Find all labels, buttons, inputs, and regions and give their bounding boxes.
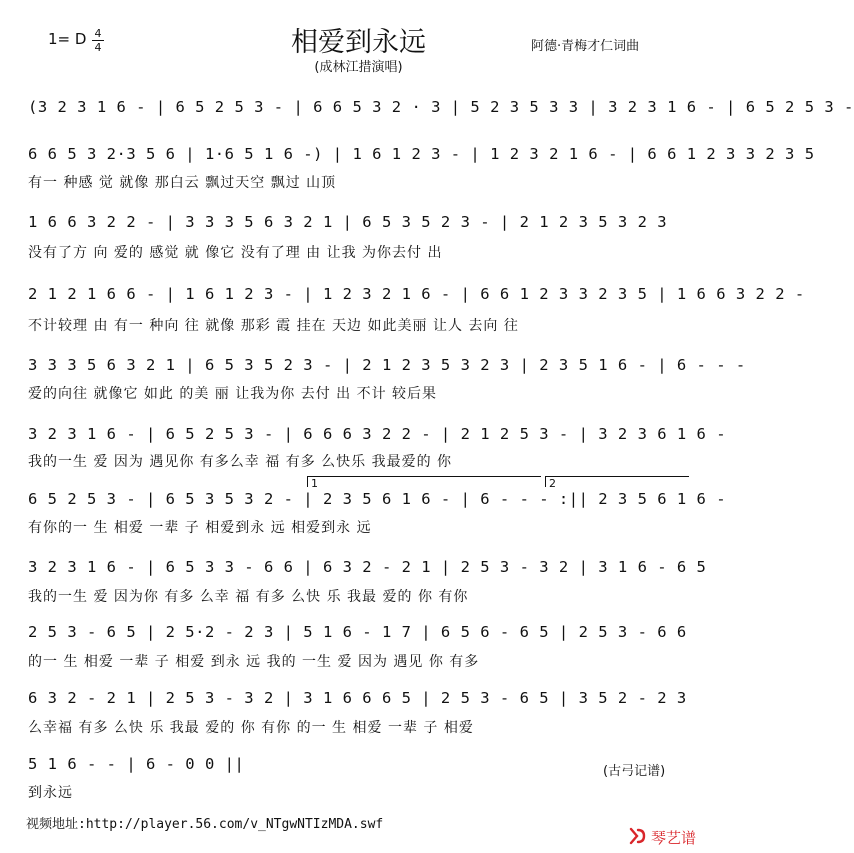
lyrics-row: 的一 生 相爱 一辈 子 相爱 到永 远 我的 一生 爱 因为 遇见 你 有多 xyxy=(28,654,480,670)
performer-subtitle: (成林江措演唱) xyxy=(314,60,403,75)
notation-row: 6 6 5 3 2·3 5 6 | 1·6 5 1 6 -) | 1 6 1 2 3 - | 1 2 3 2 1 6 - | 6 6 1 2 3 3 2 3 5 xyxy=(28,145,815,163)
video-label: 视频地址: xyxy=(26,817,86,832)
notation-row: 1 6 6 3 2 2 - | 3 3 3 5 6 3 2 1 | 6 5 3 5 2 3 - | 2 1 2 3 5 3 2 3 xyxy=(28,213,668,231)
lyrics-row: 我的一生 爱 因为你 有多 么幸 福 有多 么快 乐 我最 爱的 你 有你 xyxy=(28,589,469,605)
notation-row: 3 2 3 1 6 - | 6 5 2 5 3 - | 6 6 6 3 2 2 - | 2 1 2 5 3 - | 3 2 3 6 1 6 - xyxy=(28,425,727,443)
notation-row: 5 1 6 - - | 6 - 0 0 || xyxy=(28,755,245,773)
lyrics-row: 到永远 xyxy=(28,785,73,801)
song-title: 相爱到永远 xyxy=(291,27,426,58)
lyrics-row: 有你的一 生 相爱 一辈 子 相爱到永 远 相爱到永 远 xyxy=(28,520,372,536)
video-url[interactable]: http://player.56.com/v_NTgwNTIzMDA.swf xyxy=(85,817,384,832)
copyist-credit: (古弓记谱) xyxy=(603,764,666,779)
lyrics-row: 有一 种感 觉 就像 那白云 飘过天空 飘过 山顶 xyxy=(28,175,337,191)
notation-row: 2 5 3 - 6 5 | 2 5·2 - 2 3 | 5 1 6 - 1 7 | 6 5 6 - 6 5 | 2 5 3 - 6 6 xyxy=(28,623,687,641)
time-signature-top: 4 xyxy=(94,27,102,40)
video-link[interactable] xyxy=(26,813,383,832)
lyrics-row: 爱的向往 就像它 如此 的美 丽 让我为你 去付 出 不计 较后果 xyxy=(28,386,438,402)
first-ending-label: 1 xyxy=(311,477,318,490)
composer-credits: 阿德·青梅才仁词曲 xyxy=(531,39,640,54)
lyrics-row: 我的一生 爱 因为 遇见你 有多么幸 福 有多 么快乐 我最爱的 你 xyxy=(28,454,453,470)
lyrics-row: 没有了方 向 爱的 感觉 就 像它 没有了理 由 让我 为你去付 出 xyxy=(28,245,443,261)
notation-row: 2 1 2 1 6 6 - | 1 6 1 2 3 - | 1 2 3 2 1 6 - | 6 6 1 2 3 3 2 3 5 | 1 6 6 3 2 2 - xyxy=(28,285,805,303)
lyrics-row: 么幸福 有多 么快 乐 我最 爱的 你 有你 的一 生 相爱 一辈 子 相爱 xyxy=(28,720,474,736)
notation-row: 3 2 3 1 6 - | 6 5 3 3 - 6 6 | 6 3 2 - 2 1 | 2 5 3 - 3 2 | 3 1 6 - 6 5 xyxy=(28,558,707,576)
logo-text: 琴艺谱 xyxy=(651,828,697,847)
key-signature: 1= D xyxy=(48,30,87,48)
second-ending-label: 2 xyxy=(549,477,556,490)
second-ending-bracket xyxy=(545,476,689,490)
notation-row: 6 3 2 - 2 1 | 2 5 3 - 3 2 | 3 1 6 6 6 5 | 2 5 3 - 6 5 | 3 5 2 - 2 3 xyxy=(28,689,687,707)
notation-row: 3 3 3 5 6 3 2 1 | 6 5 3 5 2 3 - | 2 1 2 3 5 3 2 3 | 2 3 5 1 6 - | 6 - - - xyxy=(28,356,746,374)
first-ending-bracket xyxy=(307,476,541,490)
notation-row: 6 5 2 5 3 - | 6 5 3 5 3 2 - | 2 3 5 6 1 6 - | 6 - - - :|| 2 3 5 6 1 6 - xyxy=(28,490,727,508)
lyrics-row: 不计较理 由 有一 种向 往 就像 那彩 霞 挂在 天边 如此美丽 让人 去向 往 xyxy=(28,318,519,334)
time-signature-bottom: 4 xyxy=(94,41,102,54)
notation-row: (3 2 3 1 6 - | 6 5 2 5 3 - | 6 6 5 3 2 · 3 | 5 2 3 5 3 3 | 3 2 3 1 6 - | 6 5 2 5 3 - xyxy=(28,98,854,116)
music-mark-icon xyxy=(628,826,648,849)
site-logo[interactable] xyxy=(628,824,696,850)
